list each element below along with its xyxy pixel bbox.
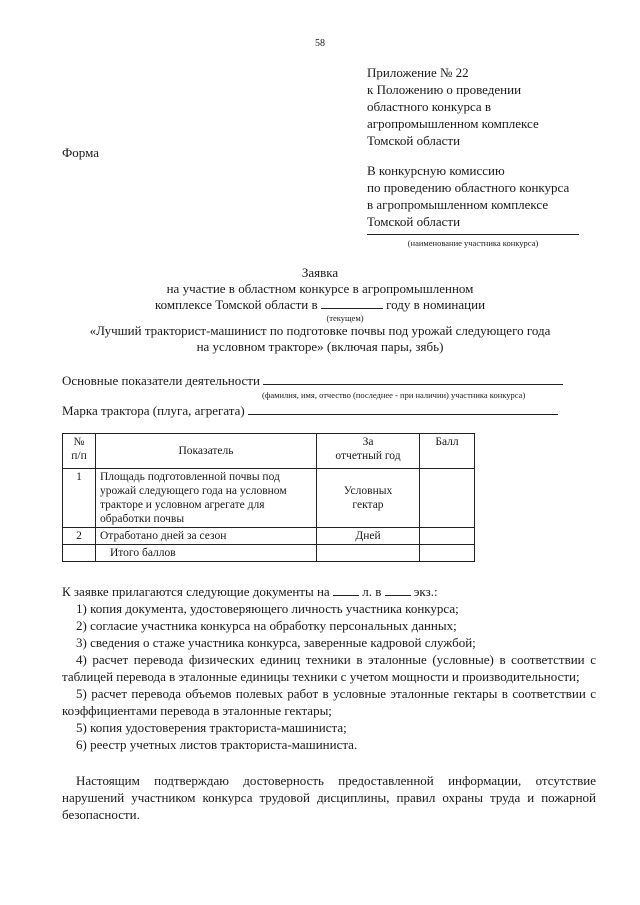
tractor-row <box>62 403 558 419</box>
confirmation-body: Настоящим подтверждаю достоверность предоставленной информации, отсутствие нарушений участником конкурса трудовой дисциплины, правил охраны труда и пожарной безопасности. <box>62 773 596 822</box>
title-heading: Заявка <box>301 265 339 280</box>
title-line-1: на участие в областном конкурсе в агропромышленном <box>166 281 474 296</box>
recipient-line: в агропромышленном комплексе <box>367 197 549 212</box>
copies-blank <box>385 585 411 596</box>
application-title <box>40 265 600 355</box>
header-num: № п/п <box>63 434 96 469</box>
document-item: 3) сведения о стаже участника конкурса, заверенные кадровой службой; <box>76 635 476 650</box>
indicators-fill-line <box>263 373 563 385</box>
appendix-line: агропромышленном комплексе <box>367 116 539 131</box>
row-1-num: 1 <box>63 469 96 528</box>
document-item: 2) согласие участника конкурса на обработку персональных данных; <box>76 618 457 633</box>
total-score <box>420 545 475 562</box>
page-number: 58 <box>315 38 325 49</box>
header-indicator: Показатель <box>96 434 317 469</box>
appendix-line: Приложение № 22 <box>367 65 469 80</box>
indicators-row <box>62 373 563 389</box>
title-line-2-b: году в номинации <box>386 297 486 312</box>
fio-caption: (фамилия, имя, отчество (последнее - при наличии) участника конкурса) <box>262 390 526 400</box>
year-blank <box>321 298 383 309</box>
document-item: 1) копия документа, удостоверяющего личность участника конкурса; <box>76 601 459 616</box>
recipient-line: по проведению областного конкурса <box>367 180 570 195</box>
attached-documents <box>62 583 596 753</box>
title-line-2 <box>40 297 600 313</box>
documents-intro-b: л. в <box>362 584 382 599</box>
row-2-num: 2 <box>63 528 96 545</box>
row-1-score <box>420 469 475 528</box>
row-2-period: Дней <box>317 528 420 545</box>
recipient-line: Томской области <box>367 214 461 229</box>
document-item: 5) копия удостоверения тракториста-машиниста; <box>76 720 347 735</box>
row-2-indicator: Отработано дней за сезон <box>96 528 317 545</box>
tractor-fill-line <box>248 403 558 415</box>
table-total-row <box>63 545 475 562</box>
form-label: Форма <box>62 145 99 160</box>
document-item: 6) реестр учетных листов тракториста-машиниста. <box>76 737 358 752</box>
appendix-line: Томской области <box>367 133 461 148</box>
document-item: 4) расчет перевода физических единиц техники в эталонные (условные) в соответствии с таблицей перевода в эталонные единицы техники с учетом мощности и производительности; <box>62 652 596 684</box>
recipient-line: В конкурсную комиссию <box>367 163 505 178</box>
appendix-header <box>367 64 539 149</box>
row-2-score <box>420 528 475 545</box>
indicators-label: Основные показатели деятельности <box>62 373 260 388</box>
participant-name-line <box>367 234 579 235</box>
appendix-line: к Положению о проведении <box>367 82 522 97</box>
row-1-period: Условных гектар <box>317 469 420 528</box>
table-header-row <box>63 434 475 469</box>
recipient-block <box>367 162 569 230</box>
total-num <box>63 545 96 562</box>
document-item: 5) расчет перевода объемов полевых работ в условные эталонные гектары в соответствии с коэффициентами перевода в эталонные гектары; <box>62 686 596 718</box>
tractor-label: Марка трактора (плуга, агрегата) <box>62 403 245 418</box>
nomination-line-2: на условном тракторе» (включая пары, зябь) <box>196 339 444 354</box>
nomination-line-1: «Лучший тракторист-машинист по подготовке почвы под урожай следующего года <box>89 323 551 338</box>
header-score: Балл <box>420 434 475 469</box>
title-line-2-a: комплексе Томской области в <box>154 297 318 312</box>
table-row <box>63 469 475 528</box>
total-label: Итого баллов <box>96 545 317 562</box>
score-table <box>62 433 475 562</box>
documents-intro-c: экз.: <box>413 584 438 599</box>
table-row <box>63 528 475 545</box>
current-year-caption: (текущем) <box>326 313 364 323</box>
documents-intro-a: К заявке прилагаются следующие документы на <box>62 584 330 599</box>
confirmation-text <box>62 772 596 823</box>
sheets-blank <box>333 585 359 596</box>
documents-intro <box>62 583 596 600</box>
total-period <box>317 545 420 562</box>
appendix-line: областного конкурса в <box>367 99 492 114</box>
header-period: За отчетный год <box>317 434 420 469</box>
row-1-indicator: Площадь подготовленной почвы под урожай следующего года на условном тракторе и условном агрегате для обработки почвы <box>96 469 317 528</box>
participant-name-caption: (наименование участника конкурса) <box>407 238 539 248</box>
